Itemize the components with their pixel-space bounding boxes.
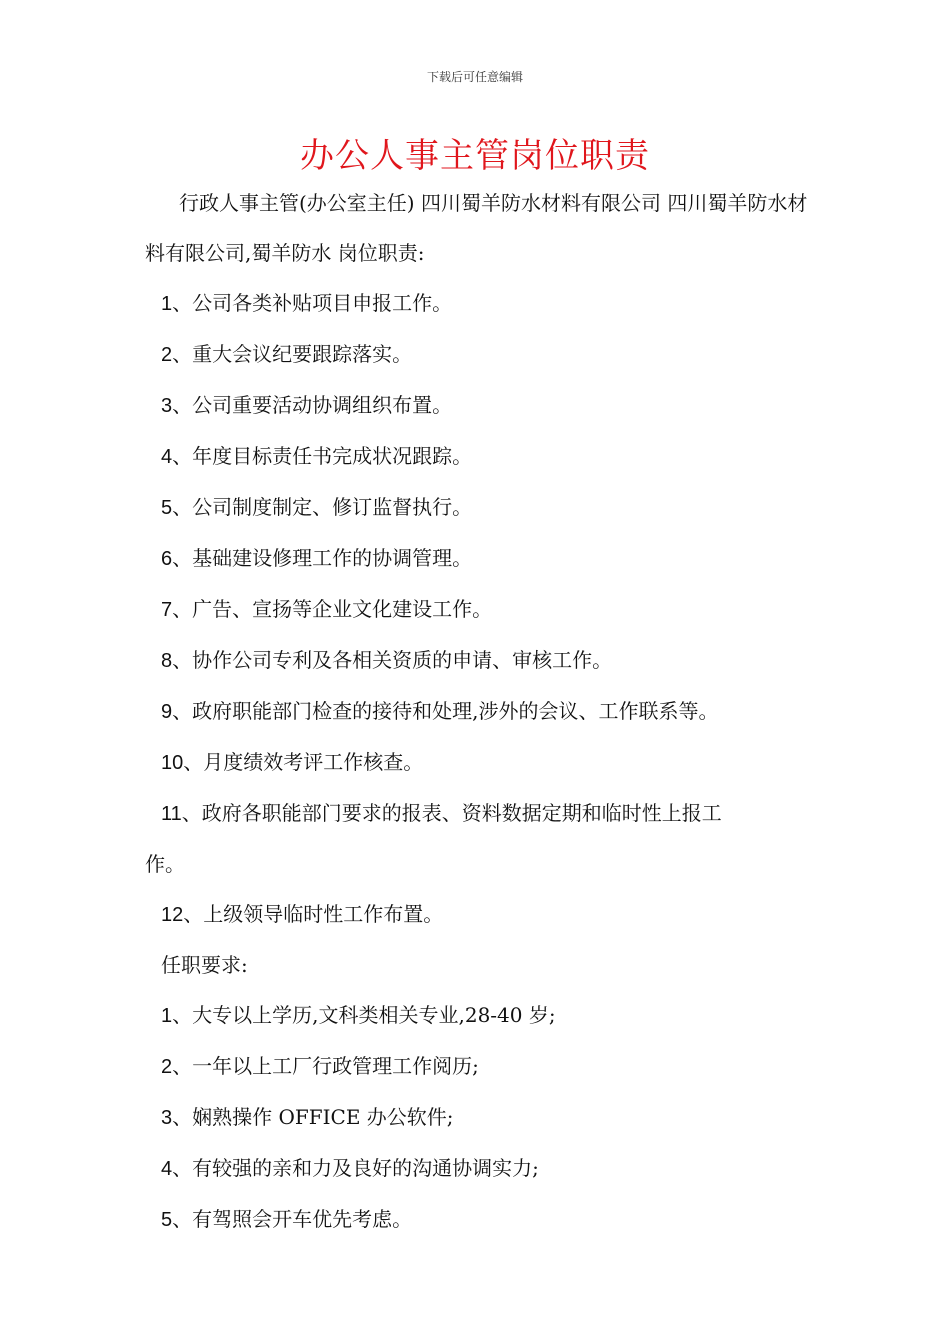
item-number: 4、 [161, 446, 193, 468]
requirement-item-2 [145, 1041, 810, 1092]
item-number: 3、 [161, 395, 193, 417]
item-number: 5、 [161, 1209, 193, 1231]
item-text: 年度目标责任书完成状况跟踪。 [192, 444, 473, 468]
duty-item-9 [145, 686, 810, 737]
item-number: 2、 [161, 344, 193, 366]
duty-item-7 [145, 584, 810, 635]
item-text: 重大会议纪要跟踪落实。 [192, 342, 413, 366]
item-text: 上级领导临时性工作布置。 [203, 902, 444, 926]
document-title: 办公人事主管岗位职责 [300, 136, 650, 176]
item-number: 3、 [161, 1107, 193, 1129]
item-text: 公司制度制定、修订监督执行。 [192, 495, 473, 519]
duty-item-8 [145, 635, 810, 686]
item-number: 11、 [161, 803, 202, 825]
duty-item-2 [145, 329, 810, 380]
item-text: 有较强的亲和力及良好的沟通协调实力; [192, 1156, 539, 1180]
item-number: 7、 [161, 599, 193, 621]
item-number: 8、 [161, 650, 193, 672]
duty-item-10 [145, 737, 810, 788]
item-text: 公司重要活动协调组织布置。 [192, 393, 453, 417]
item-number: 1、 [161, 293, 193, 315]
item-text: 广告、宣扬等企业文化建设工作。 [192, 597, 493, 621]
item-number: 6、 [161, 548, 193, 570]
document-body [145, 178, 810, 1245]
item-number: 4、 [161, 1158, 193, 1180]
item-text: 娴熟操作 OFFICE 办公软件; [192, 1105, 454, 1129]
requirement-item-3 [145, 1092, 810, 1143]
duty-item-11 [145, 788, 810, 889]
intro-paragraph: 行政人事主管(办公室主任) 四川蜀羊防水材料有限公司 四川蜀羊防水材料有限公司,蜀羊防水 岗位职责: [145, 191, 808, 265]
requirement-item-1 [145, 990, 810, 1041]
item-text: 基础建设修理工作的协调管理。 [192, 546, 473, 570]
requirement-item-4 [145, 1143, 810, 1194]
duty-item-5 [145, 482, 810, 533]
item-number: 10、 [161, 752, 204, 774]
item-text: 一年以上工厂行政管理工作阅历; [192, 1054, 479, 1078]
item-number: 12、 [161, 904, 204, 926]
item-text: 公司各类补贴项目申报工作。 [192, 291, 453, 315]
page-header: 下载后可任意编辑 [426, 70, 523, 84]
item-text: 协作公司专利及各相关资质的申请、审核工作。 [192, 648, 613, 672]
item-text: 月度绩效考评工作核查。 [203, 750, 424, 774]
item-text-continued: 作。 [145, 852, 185, 876]
item-text: 政府各职能部门要求的报表、资料数据定期和临时性上报工 [201, 801, 722, 825]
item-number: 2、 [161, 1056, 193, 1078]
duty-item-4 [145, 431, 810, 482]
requirement-item-5 [145, 1194, 810, 1245]
item-text: 有驾照会开车优先考虑。 [192, 1207, 413, 1231]
requirements-heading: 任职要求: [161, 953, 248, 977]
duty-item-1 [145, 278, 810, 329]
duty-item-6 [145, 533, 810, 584]
duty-item-3 [145, 380, 810, 431]
item-number: 9、 [161, 701, 193, 723]
item-text: 大专以上学历,文科类相关专业,28-40 岁; [192, 1003, 556, 1027]
item-text: 政府职能部门检查的接待和处理,涉外的会议、工作联系等。 [192, 699, 719, 723]
item-number: 1、 [161, 1005, 193, 1027]
item-number: 5、 [161, 497, 193, 519]
duty-item-12 [145, 889, 810, 940]
